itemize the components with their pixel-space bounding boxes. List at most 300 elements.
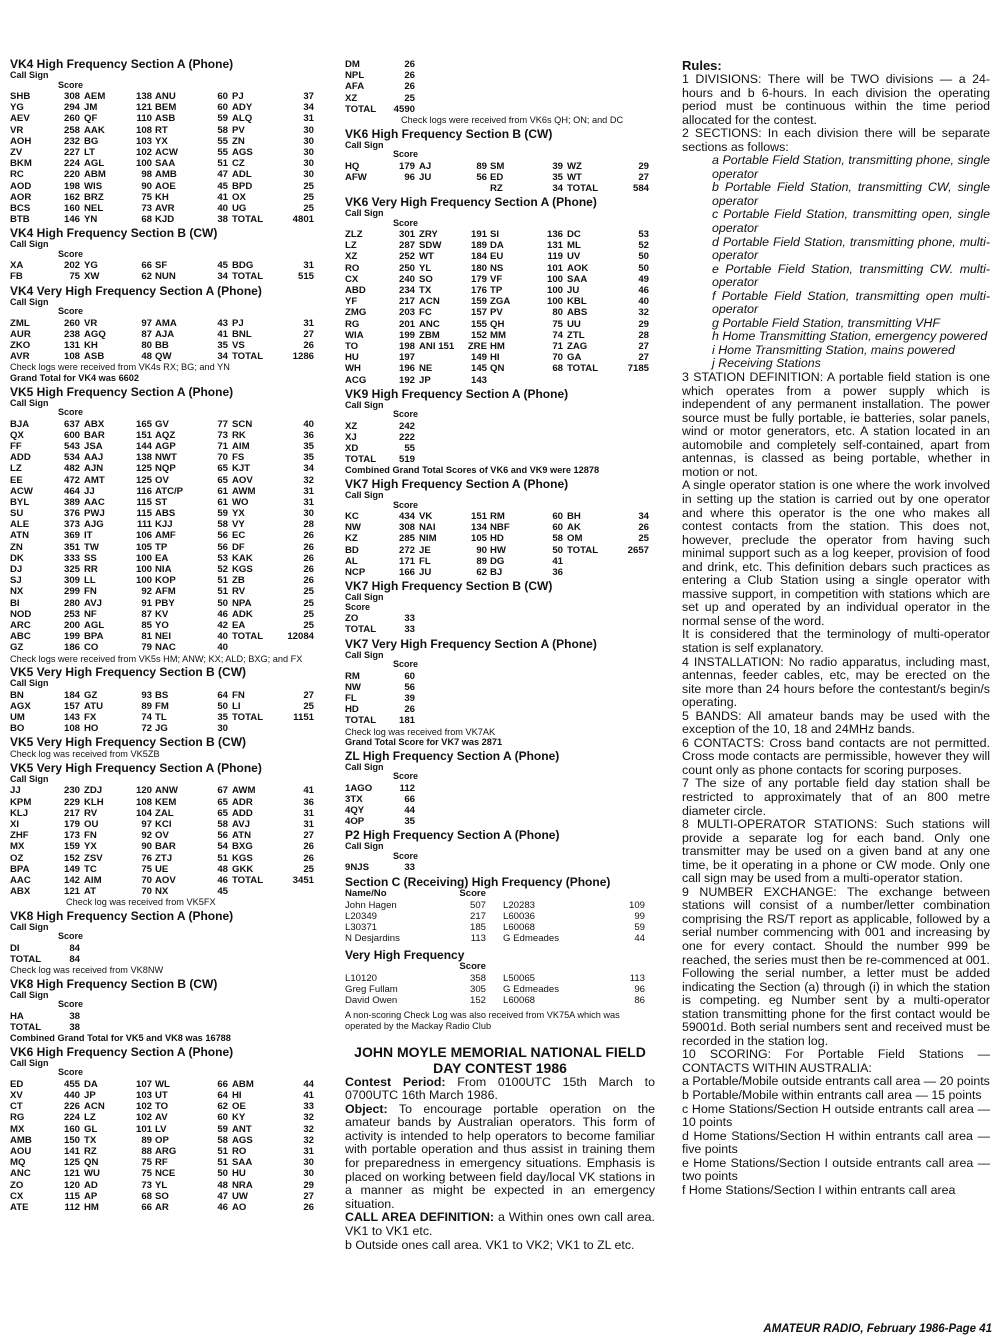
cell: WZ <box>567 160 582 172</box>
cell: 115 <box>136 496 152 508</box>
cell: YL <box>419 262 432 274</box>
cell: 51 <box>217 158 228 170</box>
cell: RV <box>84 807 98 819</box>
results-section <box>10 736 320 760</box>
cell: OX <box>232 191 246 203</box>
cell: 157 <box>470 307 487 319</box>
cell: SJ <box>10 575 22 587</box>
contest-period <box>345 1076 655 1103</box>
table-row <box>345 172 655 183</box>
cell: AGX <box>10 700 31 712</box>
cell: 25 <box>303 191 314 203</box>
cell: 26 <box>404 704 415 716</box>
call-sign-header: Call Sign <box>10 773 49 784</box>
cell: 376 <box>63 508 80 520</box>
cell: 101 <box>546 262 563 274</box>
cell: 62 <box>217 1101 228 1113</box>
cell: 108 <box>135 124 152 136</box>
cell: FN <box>84 586 97 598</box>
table-row <box>10 113 320 124</box>
rule-paragraph: b Portable/Mobile within entrants call area — 15 points <box>682 1088 982 1103</box>
cell: ARG <box>155 1145 177 1157</box>
cell: 1151 <box>293 711 314 723</box>
cell: AMF <box>155 530 176 542</box>
cell: 51 <box>217 852 228 864</box>
results-section <box>10 978 320 1044</box>
cell: TOTAL <box>345 103 377 115</box>
table-row <box>10 102 320 113</box>
cell: CZ <box>232 158 245 170</box>
cell: 224 <box>63 1112 80 1124</box>
cell: 305 <box>469 983 486 995</box>
cell: 27 <box>638 171 649 183</box>
cell: 75 <box>141 1168 152 1180</box>
cell: 7185 <box>627 363 649 375</box>
cell: ZTJ <box>155 852 173 864</box>
table-row <box>10 452 320 463</box>
score-header: Score <box>58 306 84 317</box>
cell: WU <box>84 1168 100 1180</box>
cell: 482 <box>63 463 80 475</box>
table-row <box>10 214 320 225</box>
cell: 134 <box>470 522 487 534</box>
cell: JJ <box>84 485 95 497</box>
cell: ALE <box>10 519 30 531</box>
cell: 234 <box>398 285 415 297</box>
score-header: Score <box>393 771 419 782</box>
cell: 4801 <box>292 214 314 226</box>
cell: FB <box>10 271 23 283</box>
table-row <box>345 319 655 330</box>
table-row <box>345 93 655 104</box>
section-c-results <box>345 876 655 1032</box>
cell: 97 <box>141 819 152 830</box>
cell: NOD <box>10 608 32 620</box>
cell: 120 <box>63 1179 80 1191</box>
cell: AUR <box>10 328 31 340</box>
cell: NBF <box>490 522 510 534</box>
cell: 70 <box>141 886 152 898</box>
cell: 29 <box>303 1179 314 1191</box>
cell: TOTAL <box>232 874 264 886</box>
cell: ANC <box>419 318 440 330</box>
cell: RZ <box>490 182 503 194</box>
call-sign-header: Call Sign <box>10 1057 49 1068</box>
cell: 151 <box>135 429 152 441</box>
cell: ADY <box>232 102 253 114</box>
cell: 2657 <box>627 544 649 556</box>
cell: AD <box>84 1179 98 1191</box>
cell: 45 <box>217 180 228 192</box>
cell: ZAG <box>567 340 588 352</box>
cell: ED <box>490 171 504 183</box>
table-row <box>345 104 655 115</box>
results-section <box>345 638 655 748</box>
cell: RR <box>84 564 98 575</box>
score-header: Score <box>393 409 419 420</box>
cell: NX <box>155 886 169 898</box>
cell: 26 <box>303 564 314 575</box>
cell: TC <box>84 863 97 875</box>
cell: AP <box>84 1190 98 1202</box>
cell: XJ <box>345 431 357 443</box>
cell: 294 <box>63 102 80 114</box>
call-sign-header: Call Sign <box>10 397 49 408</box>
cell: 35 <box>217 711 228 723</box>
table-row <box>10 519 320 530</box>
table-row <box>345 443 655 454</box>
cell: PV <box>490 307 503 319</box>
cell: QN <box>84 1157 99 1169</box>
cell: N Desjardins <box>345 933 400 945</box>
cell: BRZ <box>84 191 104 203</box>
rule-paragraph: A single operator station is one where the work involved in setting up the station is carried out by one operator and where this operator is the one who makes all contest contacts from the station. This does not, however, preclude the operator from having such minimal support such as a log keeper, provision of food and drink, etc. This definition debars such practices as entering a Club Station using a single operator with massive support, in competition with stations which are set up and operated by an individual operator in the normal sense of the word. <box>682 478 990 628</box>
cell: AMT <box>84 474 105 486</box>
rule-paragraph: 7 The size of any portable field day station shall be restricted to approximately that of an 800 metre diameter circle. <box>682 776 990 818</box>
cell: 32 <box>303 1134 314 1146</box>
cell: SAA <box>155 158 176 170</box>
cell: AT <box>84 886 97 898</box>
section-c-note: A non-scoring Check Log was also received from VK75A which was operated by the Mackay Radio Club <box>345 1010 620 1031</box>
cell: 35 <box>217 340 228 351</box>
cell: SM <box>490 160 505 172</box>
cell: 53 <box>638 229 649 241</box>
section-note: Check log was received from VK7AK <box>345 726 496 737</box>
section-title: VK5 Very High Frequency Section A (Phone) <box>10 760 262 775</box>
call-sign-header: Call Sign <box>10 70 49 80</box>
cell: ALQ <box>232 113 253 125</box>
cell: 224 <box>63 158 80 170</box>
cell: YO <box>155 619 169 631</box>
table-row <box>345 251 655 262</box>
score-header: Score <box>58 1067 84 1078</box>
cell: XZ <box>345 420 358 432</box>
cell: TOTAL <box>567 363 599 375</box>
cell: ANT <box>232 1123 252 1135</box>
cell: 33 <box>404 613 415 625</box>
cell: 250 <box>398 262 415 274</box>
table-row <box>345 229 655 240</box>
cell: AV <box>155 1112 168 1124</box>
table-row <box>345 862 655 873</box>
cell: 33 <box>404 624 415 636</box>
cell: 50 <box>217 1168 228 1180</box>
table-row <box>10 1146 320 1157</box>
table-row <box>10 318 320 329</box>
cell: 32 <box>303 1123 314 1135</box>
cell: BAR <box>84 429 105 441</box>
cell: 389 <box>63 496 80 508</box>
cell: KLH <box>84 796 104 808</box>
table-row <box>10 203 320 214</box>
cell: BN <box>10 689 24 701</box>
score-header: Score <box>58 999 84 1010</box>
cell: VY <box>232 519 245 531</box>
cell: 29 <box>638 318 649 330</box>
cell: 55 <box>217 146 228 158</box>
table-row <box>345 682 655 693</box>
cell: AGP <box>155 440 176 452</box>
table-row <box>345 984 655 995</box>
cell: 515 <box>297 271 314 283</box>
cell: 74 <box>141 711 152 723</box>
cell: TOTAL <box>10 954 42 966</box>
cell: 70 <box>217 452 228 464</box>
cell: 84 <box>69 954 80 966</box>
cell: ZRY <box>419 229 438 241</box>
rule-paragraph: c Home Stations/Section H outside entrants call area — 10 points <box>682 1101 990 1130</box>
table-row <box>345 613 655 624</box>
cell: 90 <box>141 180 152 192</box>
cell: 50 <box>638 251 649 263</box>
cell: DG <box>490 555 505 567</box>
cell: 56 <box>476 171 487 183</box>
cell: 186 <box>63 642 80 654</box>
table-row <box>10 1124 320 1135</box>
rule-paragraph: a Portable/Mobile outside entrants call area — 20 points <box>682 1074 990 1089</box>
cell: UW <box>232 1190 248 1202</box>
call-sign-header: Call Sign <box>10 921 49 932</box>
cell: 26 <box>303 530 314 542</box>
cell: 58 <box>217 124 228 136</box>
cell: 102 <box>135 146 152 158</box>
cell: 31 <box>303 1145 314 1157</box>
cell: 66 <box>217 1078 228 1090</box>
table-row <box>345 545 655 556</box>
cell: 260 <box>63 113 80 125</box>
cell: AVR <box>10 351 30 363</box>
cell: HI <box>232 1090 242 1102</box>
cell: 34 <box>303 463 314 475</box>
table-row <box>10 158 320 169</box>
cell: 62 <box>476 567 487 578</box>
cell: MX <box>10 841 25 853</box>
table-row <box>10 125 320 136</box>
cell: 240 <box>398 273 415 285</box>
cell: 31 <box>303 260 314 272</box>
cell: 280 <box>63 597 80 609</box>
cell: 86 <box>634 995 645 1007</box>
cell: 30 <box>303 135 314 147</box>
cell: 60 <box>552 522 563 534</box>
cell: 36 <box>552 567 563 578</box>
table-row <box>345 783 655 794</box>
cell: HD <box>490 533 504 545</box>
cell: ABX <box>10 886 31 898</box>
cell: AFA <box>345 81 365 93</box>
cell: UT <box>155 1090 168 1102</box>
cell: AVJ <box>84 597 102 609</box>
cell: EA <box>232 619 246 631</box>
cell: ZKO <box>10 340 31 351</box>
cell: ZTL <box>567 329 585 341</box>
section-note: Check log was received from VK5FX <box>66 897 216 908</box>
cell: BO <box>10 723 25 735</box>
cell: UM <box>10 711 25 723</box>
cell: 472 <box>63 474 80 486</box>
cell: FL <box>419 555 431 567</box>
cell: 115 <box>136 508 152 520</box>
cell: ZN <box>10 541 23 553</box>
cell: JM <box>84 102 98 114</box>
cell: ABD <box>345 285 366 297</box>
cell: JU <box>419 171 432 183</box>
cell: 40 <box>217 631 228 643</box>
section-note: Check logs were received from VK6s QH; ON; and DC <box>401 114 624 125</box>
cell: 173 <box>63 830 80 842</box>
cell: HM <box>490 340 505 352</box>
section-title: Section C (Receiving) High Frequency (Phone) <box>345 874 611 889</box>
cell: XZ <box>345 92 358 104</box>
cell: 26 <box>303 340 314 351</box>
cell: 100 <box>546 285 563 297</box>
cell: 3451 <box>292 874 314 886</box>
cell: 108 <box>63 723 80 735</box>
cell: ABX <box>84 418 105 430</box>
cell: ADL <box>232 169 252 181</box>
cell: 285 <box>398 533 415 545</box>
cell: DF <box>232 541 245 553</box>
cell: 81 <box>141 631 152 643</box>
cell: 308 <box>398 522 415 534</box>
cell: 105 <box>470 533 487 545</box>
cell: KH <box>84 340 98 351</box>
cell: 65 <box>217 463 228 475</box>
cell: 85 <box>141 619 152 631</box>
cell: 25 <box>404 92 415 104</box>
cell: 112 <box>399 782 415 794</box>
cell: KV <box>155 608 169 620</box>
cell: 30 <box>303 169 314 181</box>
cell: 96 <box>404 171 415 183</box>
cell: 229 <box>63 796 80 808</box>
table-row <box>10 340 320 351</box>
section-title: VK4 Very High Frequency Section A (Phone) <box>10 283 262 298</box>
score-header: Score <box>393 149 419 160</box>
cell: 64 <box>217 1090 228 1102</box>
cell: AAC <box>10 874 31 886</box>
table-row <box>345 805 655 816</box>
cell: NCP <box>345 567 366 578</box>
cell: FL <box>345 692 357 704</box>
table-row <box>10 819 320 830</box>
cell: 100 <box>135 575 152 587</box>
cell: 44 <box>634 933 645 945</box>
cell: 27 <box>303 830 314 842</box>
section-title: VK8 High Frequency Section A (Phone) <box>10 908 234 923</box>
cell: ASB <box>155 113 176 125</box>
cell: 41 <box>217 191 228 203</box>
cell: ADD <box>10 452 31 464</box>
cell: G Edmeades <box>503 933 559 945</box>
section-note: Check log was received from VK8NW <box>10 965 164 976</box>
section-note: Check logs were received from VK5s HM; ANW; KX; ALD; BXG; and FX <box>10 653 303 664</box>
cell: ZO <box>345 613 359 625</box>
cell: 27 <box>303 328 314 340</box>
vhf-score-header: Score <box>459 960 486 972</box>
cell: 192 <box>398 374 415 386</box>
table-row <box>345 567 655 578</box>
cell: 4590 <box>393 103 415 115</box>
cell: ZSV <box>84 852 103 864</box>
cell: NQP <box>155 463 176 475</box>
cell: BNL <box>232 328 252 340</box>
cell: MQ <box>10 1157 26 1169</box>
table-row <box>10 91 320 102</box>
cell: CO <box>84 642 99 654</box>
cell: 51 <box>217 575 228 587</box>
cell: ABS <box>567 307 588 319</box>
cell: 125 <box>135 463 152 475</box>
cell: 70 <box>141 874 152 886</box>
cell: 46 <box>217 1201 228 1213</box>
cell: NAC <box>155 642 176 654</box>
section-note: Check log was received from VK5ZB <box>10 749 160 760</box>
cell: 70 <box>552 352 563 364</box>
cell: PV <box>232 124 245 136</box>
cell: ZN <box>232 135 245 147</box>
cell: XD <box>345 443 359 455</box>
cell: 201 <box>398 318 415 330</box>
cell: 26 <box>303 1201 314 1213</box>
cell: RG <box>10 1112 25 1124</box>
cell: 157 <box>63 700 80 712</box>
cell: SO <box>155 1190 169 1202</box>
cell: 181 <box>398 715 415 727</box>
cell: JU <box>567 285 580 297</box>
cell: YG <box>10 102 24 114</box>
section-title: VK7 High Frequency Section B (CW) <box>345 579 553 594</box>
section-title: ZL High Frequency Section A (Phone) <box>345 748 560 763</box>
cell: FF <box>10 440 22 452</box>
cell: NWT <box>155 452 177 464</box>
cell: ARC <box>10 619 31 631</box>
cell: QX <box>10 429 24 441</box>
table-row <box>10 723 320 734</box>
table-row <box>345 995 655 1006</box>
results-section <box>10 910 320 976</box>
rule-paragraph: 3 STATION DEFINITION: A portable field station is one which operates from a power supply which is independent of any permanent installation. The power source must be fully portable, ie batteries, solar panels, wind or motor generators, etc. A station located in an automobile and completely self-contained, apart from antennas, is classed as being portable, whether in motion or not. <box>682 370 990 479</box>
period-label: Contest Period: <box>345 1074 446 1089</box>
table-row <box>345 307 655 318</box>
cell: 45 <box>217 886 228 898</box>
cell: 179 <box>63 819 80 830</box>
cell: TOTAL <box>232 351 264 363</box>
cell: 100 <box>135 564 152 575</box>
rule-paragraph: j Receiving Stations <box>712 356 821 371</box>
cell: 72 <box>141 723 152 735</box>
cell: 48 <box>217 863 228 875</box>
vhf-subtitle: Very High Frequency <box>345 947 465 962</box>
table-row <box>345 816 655 827</box>
cell: 373 <box>63 519 80 531</box>
cell: 260 <box>63 317 80 329</box>
cell: 25 <box>638 533 649 545</box>
cell: BS <box>155 689 169 701</box>
cell: TOTAL <box>232 214 264 226</box>
cell: 48 <box>217 1179 228 1191</box>
cell: HU <box>232 1168 246 1180</box>
section-note: Combined Grand Total Scores of VK6 and VK9 were 12878 <box>345 465 600 476</box>
rule-paragraph: c Portable Field Station, transmitting open, single operator <box>712 207 990 236</box>
cell: BAR <box>155 841 176 853</box>
table-row <box>10 1101 320 1112</box>
cell: 455 <box>63 1078 80 1090</box>
cell: 308 <box>63 91 80 102</box>
cell: 145 <box>470 363 487 375</box>
cell: NX <box>10 586 24 598</box>
area-text: a Within ones own call area. VK1 to VK1 etc. <box>345 1210 655 1239</box>
